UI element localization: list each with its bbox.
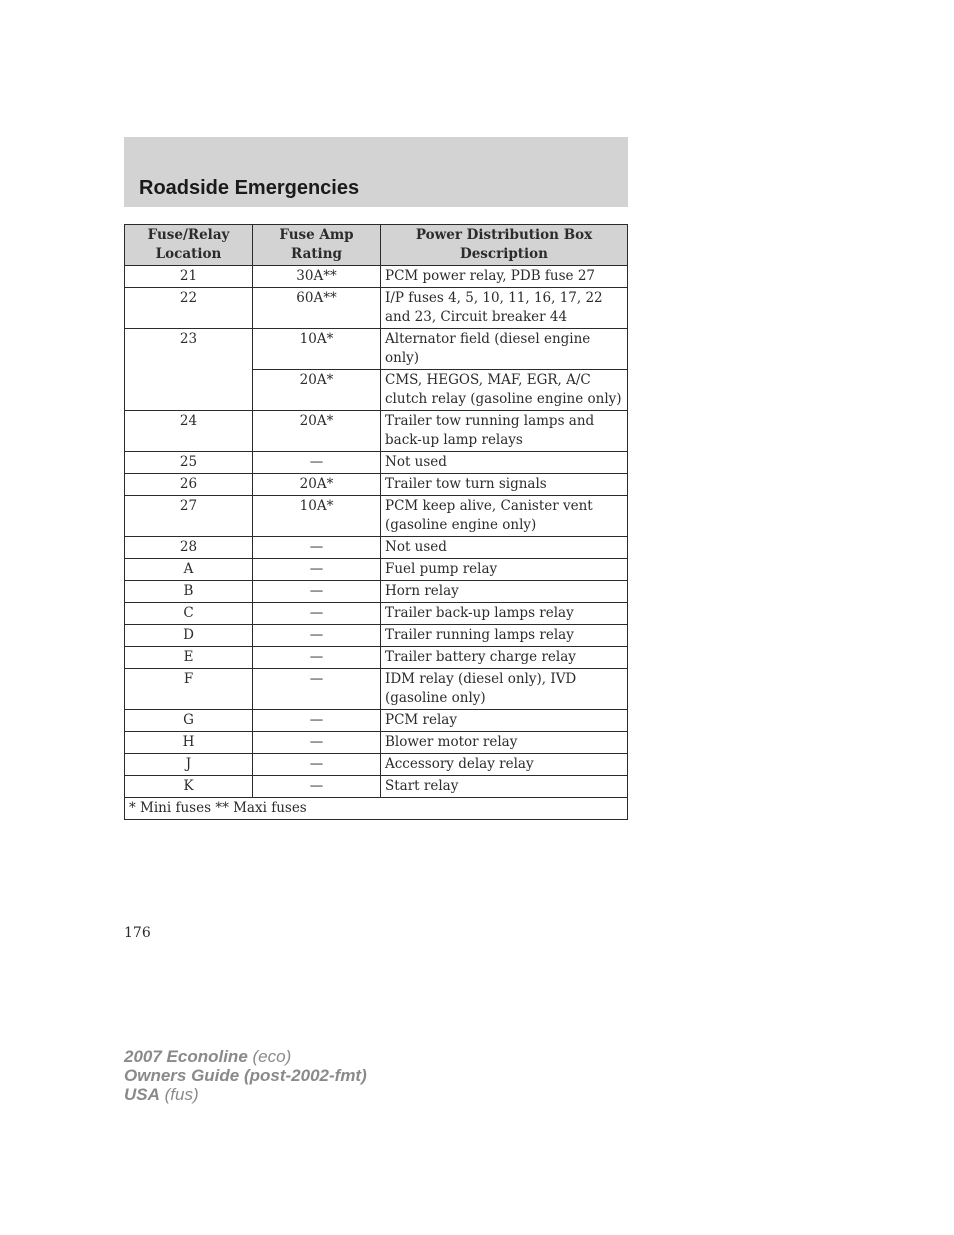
cell-location: A [125,559,253,581]
table-row [125,559,628,581]
cell-description: IDM relay (diesel only), IVD (gasoline only) [381,669,628,710]
cell-description: Trailer running lamps relay [381,625,628,647]
cell-description: Trailer back-up lamps relay [381,603,628,625]
cell-rating: 10A* [253,329,381,370]
cell-location: 27 [125,496,253,537]
table-row [125,710,628,732]
cell-rating: — [253,625,381,647]
cell-description: CMS, HEGOS, MAF, EGR, A/C clutch relay (gasoline engine only) [381,370,628,411]
cell-rating: — [253,647,381,669]
cell-rating: — [253,754,381,776]
footer-model-code: (eco) [252,1047,292,1066]
cell-rating: — [253,537,381,559]
table-row [125,603,628,625]
cell-location: H [125,732,253,754]
cell-location: E [125,647,253,669]
table-row [125,474,628,496]
cell-description: Blower motor relay [381,732,628,754]
cell-location: D [125,625,253,647]
table-header-row [125,225,628,266]
cell-description: Not used [381,452,628,474]
cell-rating: 20A* [253,370,381,411]
cell-description: Fuel pump relay [381,559,628,581]
table-row [125,537,628,559]
cell-rating: — [253,603,381,625]
cell-rating: 30A** [253,266,381,288]
table-row [125,776,628,798]
header-rating: Fuse Amp Rating [253,225,381,266]
cell-rating: 10A* [253,496,381,537]
table-row [125,496,628,537]
header-location: Fuse/Relay Location [125,225,253,266]
footer-model: 2007 Econoline [124,1047,248,1066]
cell-location: C [125,603,253,625]
cell-description: Alternator field (diesel engine only) [381,329,628,370]
cell-location: 21 [125,266,253,288]
page-number: 176 [124,925,151,941]
cell-description: Trailer battery charge relay [381,647,628,669]
cell-rating: — [253,581,381,603]
footer-line-2 [124,1066,367,1085]
table-row [125,411,628,452]
cell-rating: — [253,559,381,581]
cell-description: Trailer tow turn signals [381,474,628,496]
table-row [125,329,628,370]
table-row [125,452,628,474]
cell-description: Start relay [381,776,628,798]
cell-rating: — [253,669,381,710]
fuse-table [124,224,628,820]
table-row [125,647,628,669]
table-row [125,732,628,754]
document-footer [124,1047,367,1104]
cell-description: PCM power relay, PDB fuse 27 [381,266,628,288]
cell-location: K [125,776,253,798]
table-row [125,669,628,710]
cell-description: PCM relay [381,710,628,732]
cell-rating: 60A** [253,288,381,329]
cell-rating: — [253,452,381,474]
cell-description: Not used [381,537,628,559]
cell-location: 24 [125,411,253,452]
cell-description: Trailer tow running lamps and back-up lamp relays [381,411,628,452]
cell-location: B [125,581,253,603]
cell-location: 28 [125,537,253,559]
table-row [125,266,628,288]
cell-description: I/P fuses 4, 5, 10, 11, 16, 17, 22 and 23, Circuit breaker 44 [381,288,628,329]
cell-location: F [125,669,253,710]
cell-description: PCM keep alive, Canister vent (gasoline engine only) [381,496,628,537]
cell-rating: 20A* [253,474,381,496]
footer-market-code: (fus) [164,1085,199,1104]
table-row [125,581,628,603]
cell-location: 23 [125,329,253,411]
cell-description: Horn relay [381,581,628,603]
table-footnote-row [125,798,628,820]
section-title: Roadside Emergencies [139,177,360,199]
footer-guide: Owners Guide (post-2002-fmt) [124,1066,367,1085]
cell-rating: — [253,776,381,798]
cell-rating: 20A* [253,411,381,452]
cell-rating: — [253,710,381,732]
cell-location: 22 [125,288,253,329]
footer-market: USA [124,1085,160,1104]
table-row [125,625,628,647]
cell-description: Accessory delay relay [381,754,628,776]
footer-line-1 [124,1047,367,1066]
cell-rating: — [253,732,381,754]
table-row [125,288,628,329]
footer-line-3 [124,1085,367,1104]
cell-location: G [125,710,253,732]
header-description: Power Distribution Box Description [381,225,628,266]
cell-location: J [125,754,253,776]
cell-location: 25 [125,452,253,474]
table-footnote: * Mini fuses ** Maxi fuses [125,798,628,820]
cell-location: 26 [125,474,253,496]
table-row [125,754,628,776]
section-banner [124,137,628,207]
